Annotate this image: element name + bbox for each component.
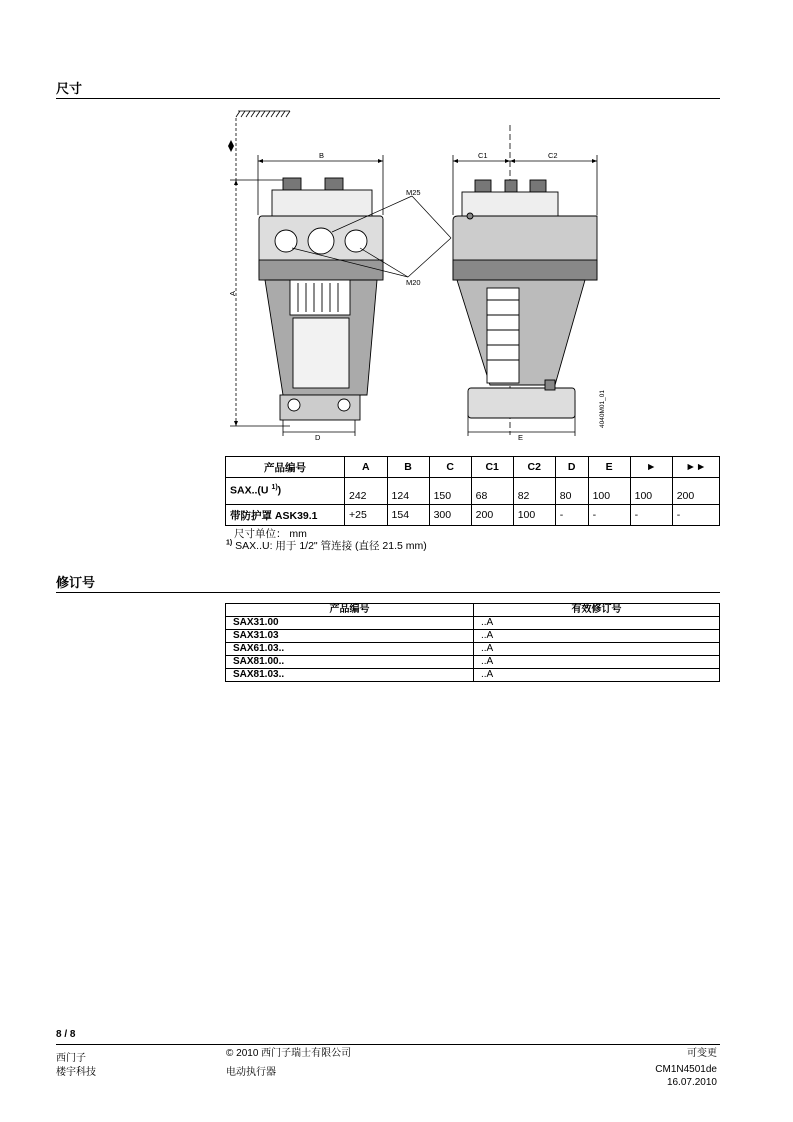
header-revision: 有效修订号 — [474, 604, 720, 617]
header-A: A — [345, 457, 388, 478]
cell-arrow-double: 200 — [672, 478, 719, 505]
dim-label-C2: C2 — [548, 151, 558, 160]
cell-arrow-double: - — [672, 505, 719, 526]
drawing-code: 4040M01_01 — [599, 390, 606, 428]
table-header-row — [226, 604, 720, 617]
cell-C2: 82 — [513, 478, 555, 505]
footnote — [226, 538, 427, 553]
cell-revision: ..A — [474, 630, 720, 643]
table-header-row — [226, 457, 720, 478]
cell-arrow-single: - — [630, 505, 672, 526]
cell-revision: ..A — [474, 643, 720, 656]
cell-B: 124 — [387, 478, 429, 505]
header-E: E — [588, 457, 630, 478]
row-label: 带防护罩 ASK39.1 — [226, 505, 345, 526]
cell-revision: ..A — [474, 656, 720, 669]
cell-E: 100 — [588, 478, 630, 505]
cell-D: - — [555, 505, 588, 526]
header-product-code: 产品编号 — [226, 457, 345, 478]
cell-C2: 100 — [513, 505, 555, 526]
dim-label-B: B — [319, 151, 325, 160]
dimensions-table — [225, 456, 720, 526]
cell-A: 242 — [345, 478, 388, 505]
table-row — [226, 478, 720, 505]
cell-product-code: SAX81.00.. — [226, 656, 474, 669]
header-arrow-double: ►► — [672, 457, 719, 478]
cell-product-code: SAX31.03 — [226, 630, 474, 643]
dimension-drawing — [222, 105, 612, 443]
section-title-revision: 修订号 — [56, 575, 96, 590]
cell-C: 150 — [429, 478, 471, 505]
cell-B: 154 — [387, 505, 429, 526]
table-row — [226, 643, 720, 656]
unit-note: 尺寸单位： mm — [234, 528, 307, 540]
header-arrow-single: ► — [630, 457, 672, 478]
cell-E: - — [588, 505, 630, 526]
table-row — [226, 656, 720, 669]
cell-product-code: SAX31.00 — [226, 617, 474, 630]
dim-label-D: D — [315, 433, 321, 442]
doc-code: CM1N4501de — [655, 1064, 717, 1075]
page-number: 8 / 8 — [56, 1029, 76, 1040]
company-line2: 楼宇科技 — [56, 1067, 96, 1078]
revision-table — [225, 603, 720, 682]
company-line1: 西门子 — [56, 1053, 86, 1064]
cell-revision: ..A — [474, 617, 720, 630]
cell-arrow-single: 100 — [630, 478, 672, 505]
table-row — [226, 505, 720, 526]
footer-rule — [56, 1044, 720, 1045]
cell-D: 80 — [555, 478, 588, 505]
table-row — [226, 630, 720, 643]
section-rule — [56, 592, 720, 593]
cell-A: +25 — [345, 505, 388, 526]
footnote-mark: 1) — [226, 539, 233, 547]
header-product-code: 产品编号 — [226, 604, 474, 617]
cell-product-code: SAX61.03.. — [226, 643, 474, 656]
header-B: B — [387, 457, 429, 478]
cell-C1: 68 — [471, 478, 513, 505]
header-C2: C2 — [513, 457, 555, 478]
footnote-text: SAX..U: 用于 1/2" 管连接 (直径 21.5 mm) — [235, 540, 427, 552]
cell-product-code: SAX81.03.. — [226, 669, 474, 682]
change-note: 可变更 — [687, 1048, 717, 1059]
section-title-dimensions: 尺寸 — [56, 81, 83, 96]
dim-label-C1: C1 — [478, 151, 488, 160]
header-C: C — [429, 457, 471, 478]
cell-revision: ..A — [474, 669, 720, 682]
header-D: D — [555, 457, 588, 478]
doc-date: 16.07.2010 — [666, 1077, 717, 1088]
dim-label-A: A — [228, 290, 237, 296]
row-label: SAX..(U $^{1)}$) — [226, 478, 345, 505]
cell-C1: 200 — [471, 505, 513, 526]
product-name: 电动执行器 — [226, 1067, 276, 1078]
table-row — [226, 669, 720, 682]
label-M25: M25 — [406, 188, 421, 197]
cell-C: 300 — [429, 505, 471, 526]
dim-label-E: E — [518, 433, 524, 442]
table-row — [226, 617, 720, 630]
section-rule — [56, 98, 720, 99]
label-M20: M20 — [406, 278, 421, 287]
copyright: © 2010 西门子瑞士有限公司 — [226, 1048, 352, 1059]
header-C1: C1 — [471, 457, 513, 478]
